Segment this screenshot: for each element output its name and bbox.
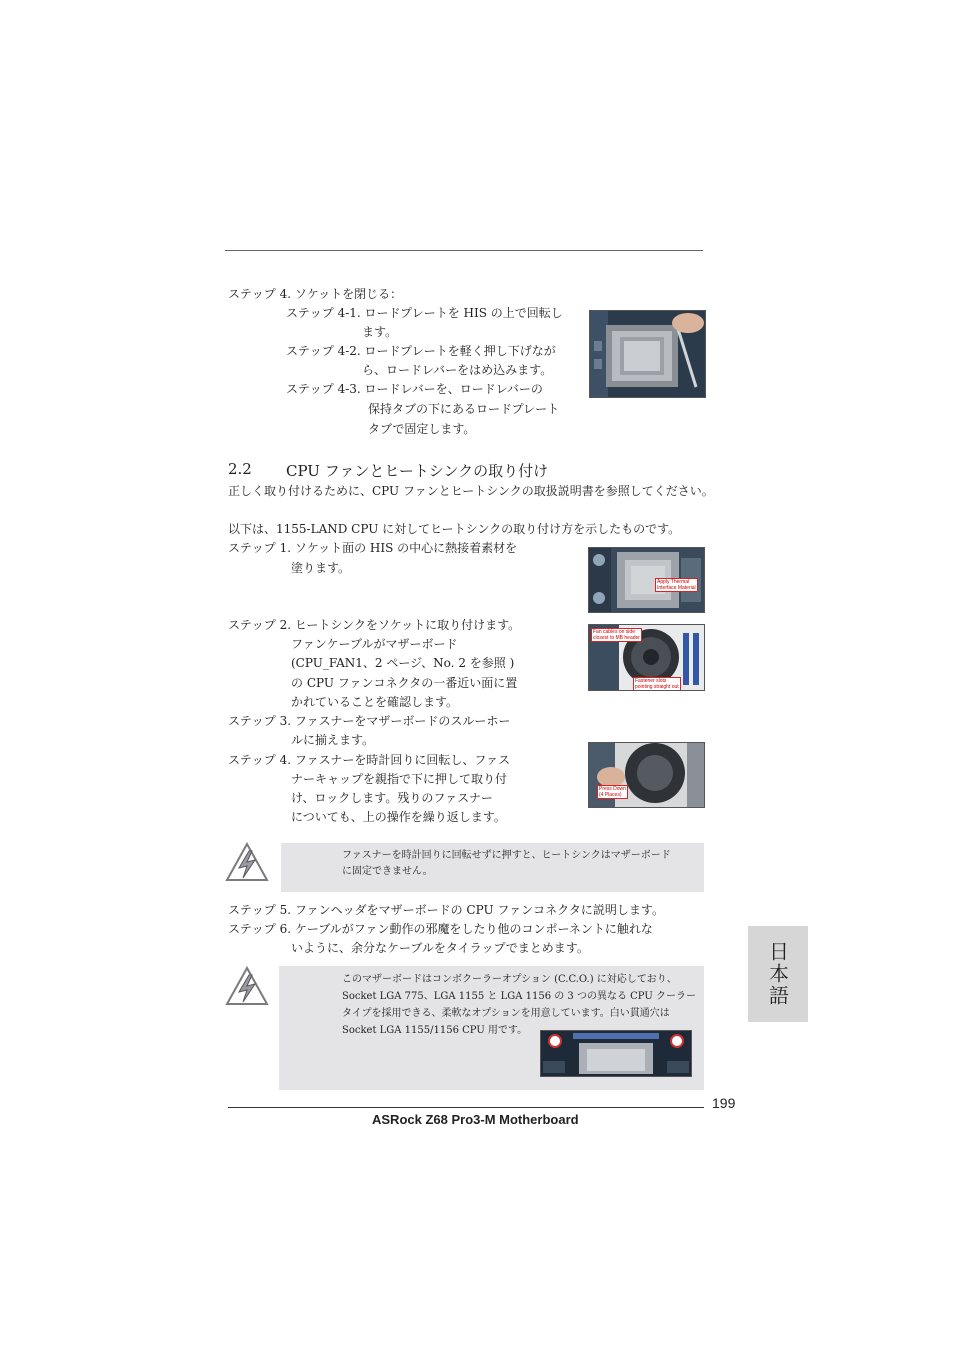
note2-line3: タイプを採用できる、柔軟なオプションを用意しています。白い貫通穴は (342, 1008, 670, 1019)
photo-socket-holes (540, 1030, 692, 1077)
section-title: CPU ファンとヒートシンクの取り付け (286, 462, 549, 480)
note2-line2: Socket LGA 775、LGA 1155 と LGA 1156 の 3 つの異なる CPU クーラー (342, 991, 696, 1002)
section-number: 2.2 (228, 460, 252, 478)
label-fastener-slots: Fastener slots pointing straight out (635, 678, 679, 690)
label-apply-thermal: Apply Thermal Interface Material (657, 579, 696, 591)
section-intro: 正しく取り付けるために、CPU ファンとヒートシンクの取扱説明書を参照してください。 (228, 484, 714, 498)
label-fan-cables: Fan cables on side closest to MB header (593, 629, 640, 641)
note1-line2: に固定できません。 (342, 866, 433, 877)
bottom-rule (228, 1107, 704, 1108)
top-rule (225, 250, 703, 251)
note2-line4: Socket LGA 1155/1156 CPU 用です。 (342, 1025, 528, 1036)
step4-1-line2: ます。 (362, 325, 398, 339)
photo-press-fastener (588, 742, 705, 808)
note2-line1: このマザーボードはコンボクーラーオプション (C.C.O.) に対応しており、 (342, 974, 677, 985)
step4-heading: ステップ 4. ソケットを閉じる： (228, 287, 403, 301)
step4-3-line2: 保持タブの下にあるロードプレート (368, 402, 560, 416)
page-number: 199 (712, 1095, 736, 1111)
photo-socket-close (589, 310, 706, 398)
step4-2-line1: ステップ 4-2. ロードプレートを軽く押し下げなが (286, 344, 556, 358)
step3-line2: ルに揃えます。 (291, 733, 375, 747)
step4b-line4: についても、上の操作を繰り返します。 (291, 810, 506, 824)
warning-lightning-icon (225, 842, 269, 882)
step2-line5: かれていることを確認します。 (291, 695, 459, 709)
warning-lightning-icon-2 (225, 966, 269, 1006)
step4b-line2: ナーキャップを親指で下に押して取り付 (291, 772, 508, 786)
step1-line1: ステップ 1. ソケット面の HIS の中心に熱接着素材を (228, 541, 518, 555)
step3-line1: ステップ 3. ファスナーをマザーボードのスルーホー (228, 714, 511, 728)
step6-line1: ステップ 6. ケーブルがファン動作の邪魔をしたり他のコンポーネントに触れな (228, 922, 653, 936)
step2-line1: ステップ 2. ヒートシンクをソケットに取り付けます。 (228, 618, 521, 632)
step2-line3: (CPU_FAN1、2 ページ、No. 2 を参照 ) (291, 656, 515, 670)
label-press-down: Press Down (4 Places) (599, 786, 626, 798)
step5-line: ステップ 5. ファンヘッダをマザーボードの CPU ファンコネクタに説明します。 (228, 903, 664, 917)
photo-thermal-material (588, 547, 705, 613)
step4b-line3: け、ロックします。残りのファスナー (291, 791, 493, 805)
language-side-tab (748, 926, 808, 1022)
step4b-line1: ステップ 4. ファスナーを時計回りに回転し、ファス (228, 753, 511, 767)
step4-1-line1: ステップ 4-1. ロードプレートを HIS の上で回転し (286, 306, 563, 320)
step4-2-line2: ら、ロードレバーをはめ込みます。 (362, 363, 553, 377)
footer-product: ASRock Z68 Pro3-M Motherboard (372, 1112, 579, 1127)
step6-line2: いように、余分なケーブルをタイラップでまとめます。 (291, 941, 589, 955)
note1-line1: ファスナーを時計回りに回転せずに押すと、ヒートシンクはマザーボード (342, 850, 671, 861)
language-label: 日本語 (765, 941, 790, 1007)
step2-line4: の CPU ファンコネクタの一番近い面に置 (291, 676, 518, 690)
step4-3-line1: ステップ 4-3. ロードレバーを、ロードレバーの (286, 382, 543, 396)
section-lead: 以下は、1155-LAND CPU に対してヒートシンクの取り付け方を示したものです。 (228, 522, 681, 536)
step1-line2: 塗ります。 (291, 561, 351, 575)
photo-heatsink-install (588, 624, 705, 691)
step2-line2: ファンケーブルがマザーボード (291, 637, 458, 651)
step4-3-line3: タブで固定します。 (368, 422, 476, 436)
